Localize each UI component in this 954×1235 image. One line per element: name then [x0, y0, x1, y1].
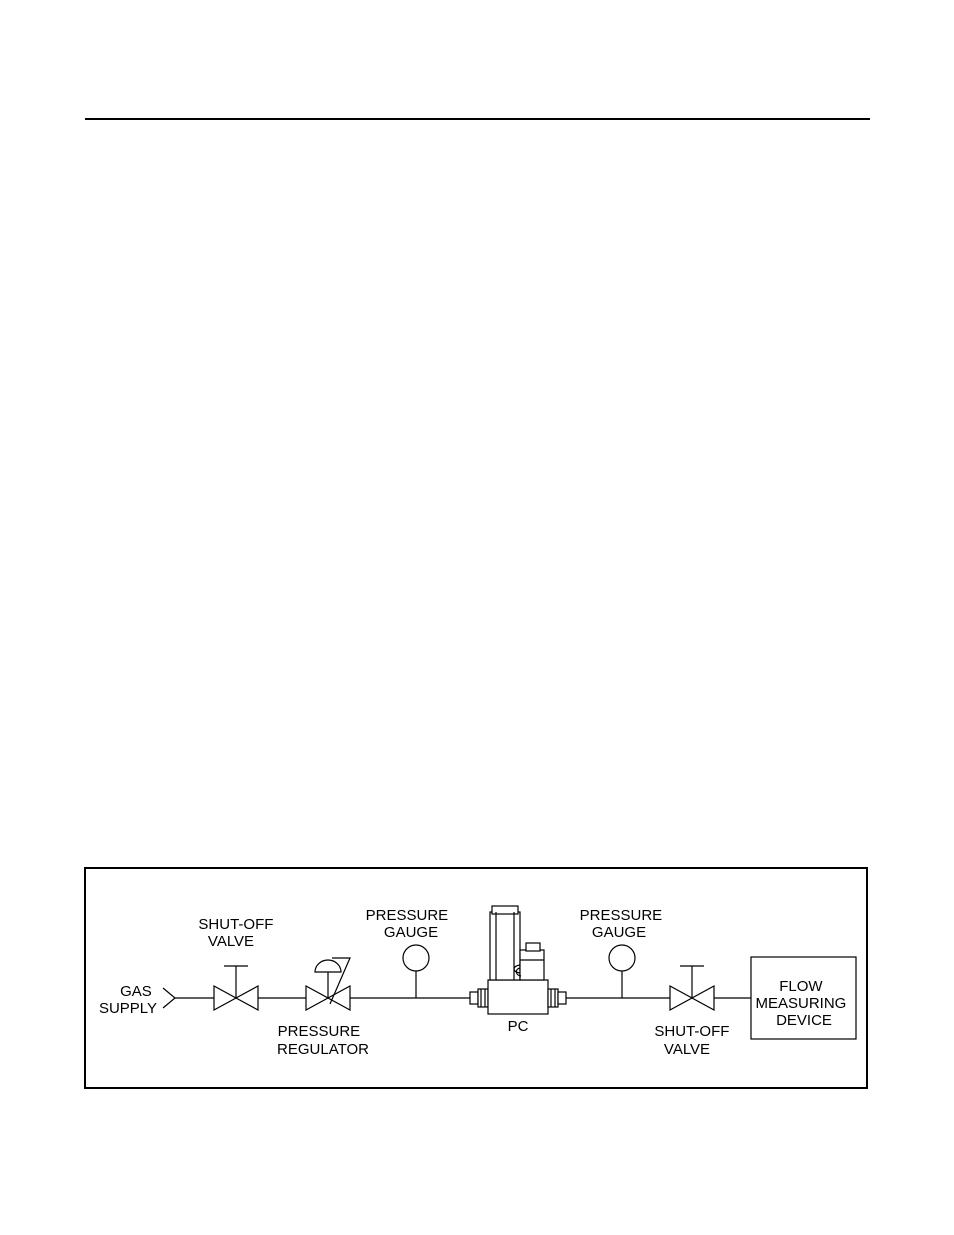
shutoff-valve-right-icon: [670, 966, 714, 1010]
pressure-gauge-left-label: PRESSURE GAUGE: [365, 907, 449, 941]
shutoff-valve-right-label: SHUT-OFF VALVE: [654, 1023, 730, 1058]
gas-supply-label: GAS SUPPLY: [98, 983, 158, 1017]
pressure-regulator-label: PRESSURE REGULATOR: [277, 1023, 369, 1058]
pc-device-icon: [470, 906, 566, 1014]
pressure-regulator-icon: [306, 958, 350, 1010]
pc-label: PC: [507, 1018, 529, 1035]
gas-supply-inlet-icon: [163, 988, 175, 1008]
shutoff-valve-left-icon: [214, 966, 258, 1010]
shutoff-valve-left-label: SHUT-OFF VALVE: [198, 916, 274, 950]
flow-measuring-device-label: FLOW MEASURING DEVICE: [755, 978, 847, 1029]
pressure-gauge-right-label: PRESSURE GAUGE: [579, 907, 663, 941]
pressure-gauge-left-icon: [403, 945, 429, 998]
pressure-gauge-right-icon: [609, 945, 635, 998]
